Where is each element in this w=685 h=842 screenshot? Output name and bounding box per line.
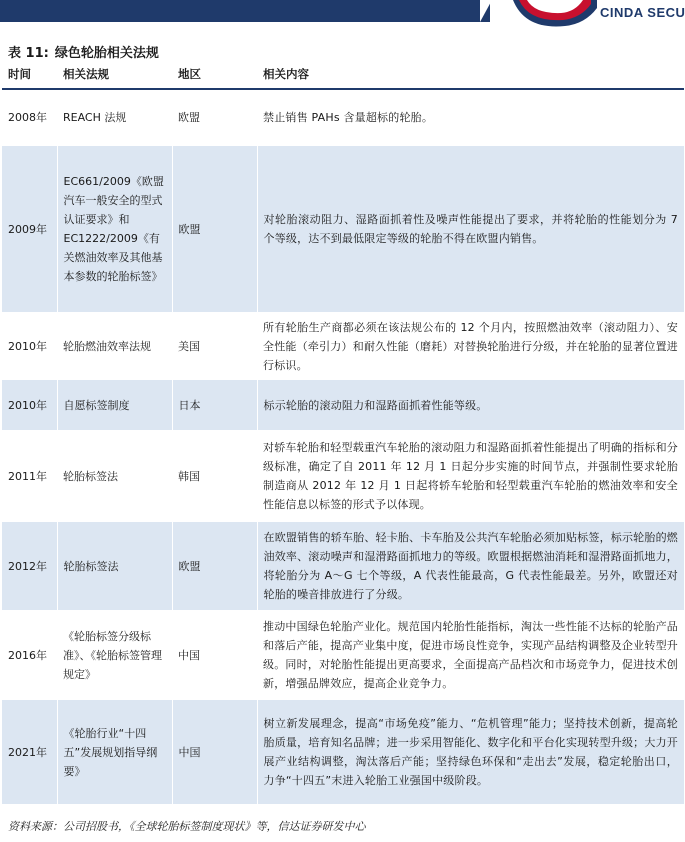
row-content: 所有轮胎生产商都必须在该法规公布的 12 个月内，按照燃油效率（滚动阻力）、安全性能（牵引力）和耐久性能（磨耗）对替换轮胎进行分级，并在轮胎的显著位置进行标识。: [257, 313, 684, 379]
row-regulation: 《轮胎行业“十四五”发展规划指导纲要》: [57, 699, 172, 805]
row-year: 2011年: [2, 431, 57, 521]
row-content: 在欧盟销售的轿车胎、轻卡胎、卡车胎及公共汽车轮胎必须加贴标签，标示轮胎的燃油效率、滚动噪声和湿滑路面抓地力的等级。欧盟根据燃油消耗和湿滑路面抓地力，将轮胎分为 A～G 七个等级，A 代表性能最高，G 代表性能最差。另外，欧盟还对轮胎的噪音排放进行了分级。: [257, 521, 684, 611]
row-content: 禁止销售 PAHs 含量超标的轮胎。: [257, 89, 684, 145]
row-region: 欧盟: [172, 145, 257, 313]
row-regulation: 《轮胎标签分级标准》、《轮胎标签管理规定》: [57, 611, 172, 699]
row-year: 2012年: [2, 521, 57, 611]
table-row: [2, 521, 684, 611]
col-header-region: 地区: [172, 60, 257, 89]
row-year: 2016年: [2, 611, 57, 699]
header-bar: [0, 0, 490, 22]
table-row: [2, 379, 684, 431]
row-region: 欧盟: [172, 89, 257, 145]
row-year: 2021年: [2, 699, 57, 805]
row-content: 标示轮胎的滚动阻力和湿路面抓着性能等级。: [257, 379, 684, 431]
col-header-time: 时间: [2, 60, 57, 89]
table-row: [2, 699, 684, 805]
row-region: 欧盟: [172, 521, 257, 611]
logo-mark-icon: [505, 0, 600, 32]
table-title: [8, 42, 159, 61]
col-header-content: 相关内容: [257, 60, 684, 89]
row-content: 对轮胎滚动阻力、湿路面抓着性及噪声性能提出了要求，并将轮胎的性能划分为 7 个等级，达不到最低限定等级的轮胎不得在欧盟内销售。: [257, 145, 684, 313]
row-region: 韩国: [172, 431, 257, 521]
row-year: 2008年: [2, 89, 57, 145]
row-regulation: 轮胎燃油效率法规: [57, 313, 172, 379]
cinda-logo: [505, 0, 685, 32]
table-row: [2, 145, 684, 313]
row-content: 推动中国绿色轮胎产业化。规范国内轮胎性能指标，淘汰一些性能不达标的轮胎产品和落后产能，提高产业集中度，促进市场良性竞争，实现产品结构调整及企业转型升级。同时，对轮胎性能提出更高要求，全面提高产品档次和市场竞争力，促进技术创新，增强品牌效应，提高企业竞争力。: [257, 611, 684, 699]
table-header-row: [2, 60, 684, 89]
row-region: 中国: [172, 611, 257, 699]
source-note: 资料来源：公司招股书，《全球轮胎标签制度现状》等，信达证券研发中心: [8, 820, 366, 833]
table-row: [2, 89, 684, 145]
row-content: 对轿车轮胎和轻型载重汽车轮胎的滚动阻力和湿路面抓着性能提出了明确的指标和分级标准，确定了自 2011 年 12 月 1 日起分步实施的时间节点，并强制性要求轮胎制造商从 2012 年 12 月 1 日起将轿车轮胎和轻型载重汽车轮胎的燃油效率和安全性能信息以标签的形式予以体现。: [257, 431, 684, 521]
logo-text: CINDA SECU: [600, 5, 685, 20]
row-regulation: 轮胎标签法: [57, 521, 172, 611]
table-row: [2, 611, 684, 699]
col-header-regulation: 相关法规: [57, 60, 172, 89]
table-label: 表 11:: [8, 46, 49, 61]
row-region: 中国: [172, 699, 257, 805]
table-row: [2, 431, 684, 521]
row-year: 2009年: [2, 145, 57, 313]
row-regulation: EC661/2009《欧盟汽车一般安全的型式认证要求》和 EC1222/2009《有关燃油效率及其他基本参数的轮胎标签》: [57, 145, 172, 313]
row-content: 树立新发展理念，提高“市场免疫”能力、“危机管理”能力；坚持技术创新，提高轮胎质量，培育知名品牌；进一步采用智能化、数字化和平台化实现转型升级；大力开展产业结构调整，淘汰落后产能；坚持绿色环保和“走出去”发展，稳定轮胎出口，力争“十四五”末进入轮胎工业强国中级阶段。: [257, 699, 684, 805]
row-regulation: REACH 法规: [57, 89, 172, 145]
row-regulation: 轮胎标签法: [57, 431, 172, 521]
table-row: [2, 313, 684, 379]
row-region: 日本: [172, 379, 257, 431]
row-year: 2010年: [2, 313, 57, 379]
row-region: 美国: [172, 313, 257, 379]
regulations-table: [2, 60, 684, 806]
table-title-text: 绿色轮胎相关法规: [54, 46, 159, 61]
row-regulation: 自愿标签制度: [57, 379, 172, 431]
row-year: 2010年: [2, 379, 57, 431]
